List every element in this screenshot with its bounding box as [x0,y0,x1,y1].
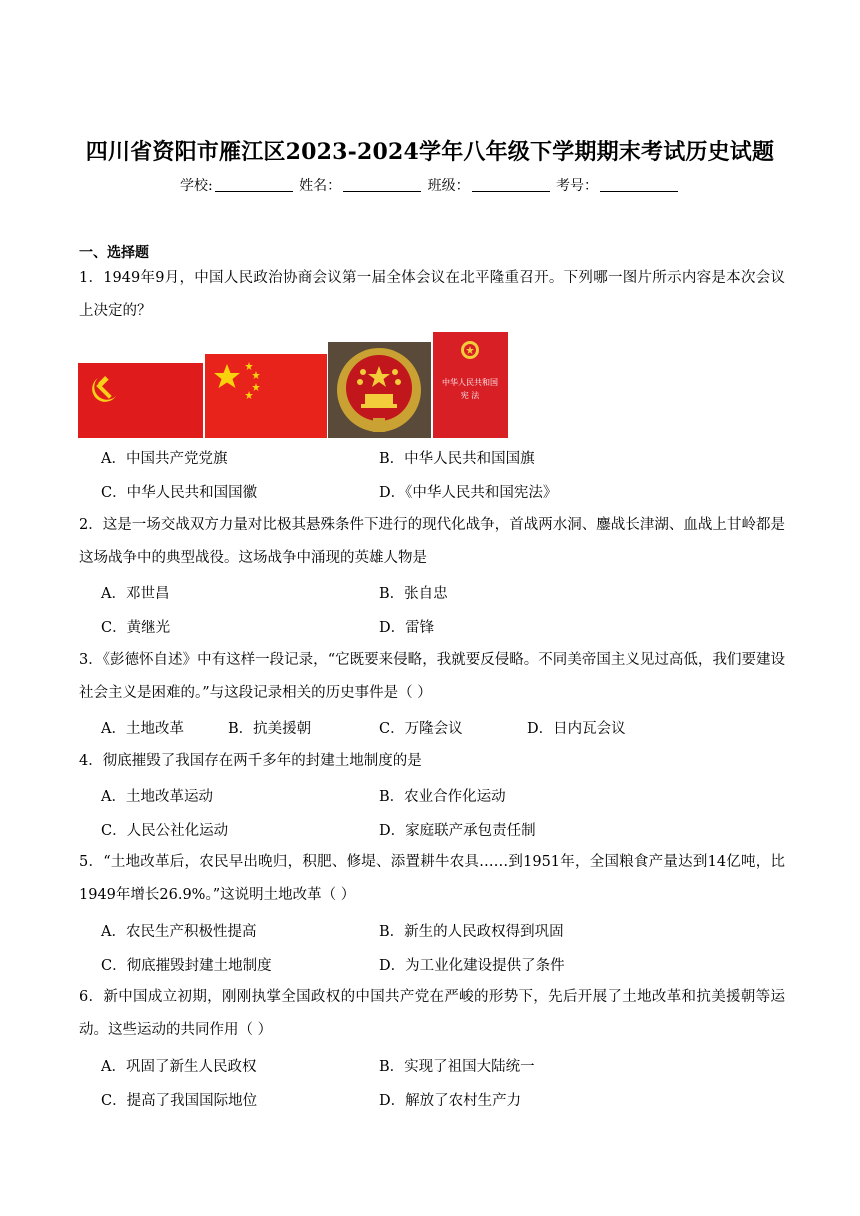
question-5-stem: 5．“土地改革后，农民早出晚归，积肥、修堤、添置耕牛农具……到1951年，全国粮食产量达到14亿吨，比1949年增长26.9%。”这说明土地改革（ ） [79,854,785,903]
q1-option-b[interactable]: B．中华人民共和国国旗 [379,451,535,467]
q5-option-c[interactable]: C．彻底摧毁封建土地制度 [101,958,272,974]
national-emblem-image [328,342,431,438]
q6-option-d[interactable]: D．解放了农村生产力 [379,1093,522,1109]
question-6-stem: 6．新中国成立初期，刚刚执掌全国政权的中国共产党在严峻的形势下，先后开展了土地改革和抗美援朝等运动。这些运动的共同作用（ ） [79,989,785,1038]
school-label: 学校: [179,178,213,194]
name-label: 姓名： [299,178,342,194]
q3-option-c[interactable]: C．万隆会议 [379,721,463,737]
question-4-stem: 4．彻底摧毁了我国存在两千多年的封建土地制度的是 [79,753,422,769]
school-blank[interactable] [215,177,293,192]
q6-option-c[interactable]: C．提高了我国国际地位 [101,1093,258,1109]
q4-option-a[interactable]: A．土地改革运动 [101,789,213,805]
book-title-text: 中华人民共和国 [442,378,498,387]
q2-option-a[interactable]: A．邓世昌 [101,586,170,602]
question-1-stem: 1．1949年9月，中国人民政治协商会议第一届全体会议在北平隆重召开。下列哪一图片所示内容是本次会议上决定的？ [79,270,785,319]
section-heading: 一、选择题 [79,245,149,261]
q4-option-d[interactable]: D．家庭联产承包责任制 [379,823,536,839]
q3-option-a[interactable]: A．土地改革 [101,721,184,737]
name-blank[interactable] [343,177,421,192]
question-3-stem: 3．《彭德怀自述》中有这样一段记录，“它既要来侵略，我就要反侵略。不同美帝国主义见过高低，我们要建设社会主义是困难的。”与这段记录相关的历史事件是（ ） [79,652,785,701]
svg-text:宪 法: 宪 法 [460,391,480,400]
q5-option-a[interactable]: A．农民生产积极性提高 [101,924,257,940]
q6-option-b[interactable]: B．实现了祖国大陆统一 [379,1059,535,1075]
q2-option-d[interactable]: D．雷锋 [379,620,435,636]
number-blank[interactable] [600,177,678,192]
q1-option-a[interactable]: A．中国共产党党旗 [101,451,228,467]
question-2-stem: 2．这是一场交战双方力量对比极其悬殊条件下进行的现代化战争，首战两水洞、鏖战长津湖、血战上甘岭都是这场战争中的典型战役。这场战争中涌现的英雄人物是 [79,517,785,566]
q6-option-a[interactable]: A．巩固了新生人民政权 [101,1059,257,1075]
exam-title: 四川省资阳市雁江区2023-2024学年八年级下学期期末考试历史试题 [85,139,775,165]
question-1-images [78,332,508,438]
class-blank[interactable] [472,177,550,192]
national-flag-image [205,354,327,438]
q4-option-c[interactable]: C．人民公社化运动 [101,823,229,839]
party-flag-image [78,363,203,438]
number-label: 考号： [556,178,599,194]
q5-option-b[interactable]: B．新生的人民政权得到巩固 [379,924,564,940]
q2-option-b[interactable]: B．张自忠 [379,586,448,602]
class-label: 班级： [427,178,470,194]
q4-option-b[interactable]: B．农业合作化运动 [379,789,506,805]
q5-option-d[interactable]: D．为工业化建设提供了条件 [379,958,565,974]
q1-option-c[interactable]: C．中华人民共和国国徽 [101,485,258,501]
q3-option-b[interactable]: B．抗美援朝 [228,721,312,737]
constitution-book-image [433,332,508,438]
q1-option-d[interactable]: D．《中华人民共和国宪法》 [379,485,558,501]
q3-option-d[interactable]: D．日内瓦会议 [527,721,626,737]
student-info-line [0,175,860,195]
q2-option-c[interactable]: C．黄继光 [101,620,171,636]
